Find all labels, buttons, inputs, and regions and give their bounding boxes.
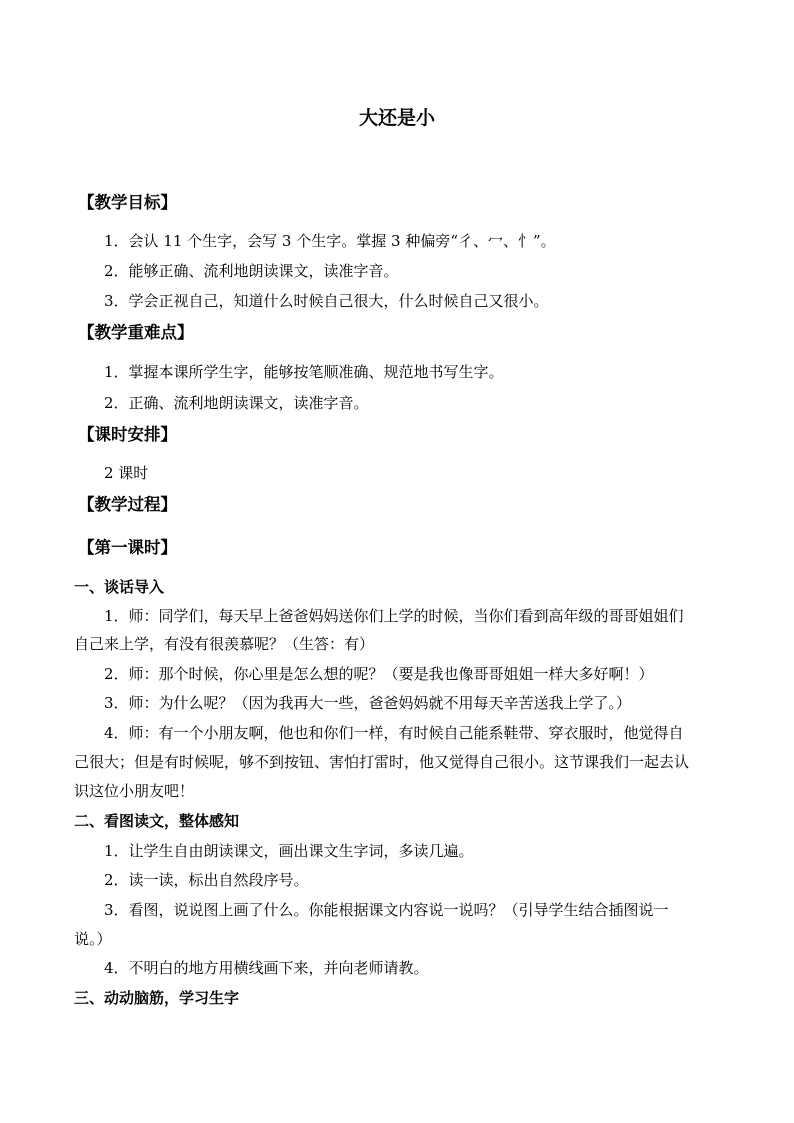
section-heading: 三、动动脑筋，学习生字 xyxy=(74,989,240,1007)
section-heading: 一、谈话导入 xyxy=(74,578,165,596)
paragraph: 1．让学生自由朗读课文，画出课文生字词，多读几遍。 xyxy=(104,842,474,860)
paragraph: 2．师：那个时候，你心里是怎么想的呢？（要是我也像哥哥姐姐一样大多好啊！） xyxy=(104,665,654,683)
paragraph: 2．正确、流利地朗读课文，读准字音。 xyxy=(104,394,369,412)
paragraph: 2．能够正确、流利地朗读课文，读准字音。 xyxy=(104,262,399,280)
page-title: 大还是小 xyxy=(358,107,435,129)
paragraph-continued: 自己来上学，有没有很羡慕呢？（生答：有） xyxy=(74,635,375,653)
paragraph-continued: 说。） xyxy=(74,930,112,948)
paragraph: 4．不明白的地方用横线画下来，并向老师请教。 xyxy=(104,959,429,977)
paragraph: 3．学会正视自己，知道什么时候自己很大，什么时候自己又很小。 xyxy=(104,292,549,310)
paragraph: 4．师：有一个小朋友啊，他也和你们一样，有时候自己能系鞋带、穿衣服时，他觉得自 xyxy=(104,724,684,742)
section-heading: 二、看图读文，整体感知 xyxy=(74,812,240,830)
paragraph: 1．会认 11 个生字，会写 3 个生字。掌握 3 种偏旁“彳、冖、忄”。 xyxy=(104,232,556,250)
paragraph: 2 课时 xyxy=(104,464,149,482)
heading-schedule: 【课时安排】 xyxy=(78,425,177,444)
heading-first-lesson: 【第一课时】 xyxy=(78,538,177,557)
paragraph-continued: 识这位小朋友吧！ xyxy=(74,782,195,800)
paragraph: 2．读一读，标出自然段序号。 xyxy=(104,871,309,889)
paragraph: 3．看图，说说图上画了什么。你能根据课文内容说一说吗？（引导学生结合插图说一 xyxy=(104,901,669,919)
heading-process: 【教学过程】 xyxy=(78,495,177,514)
paragraph: 1．师：同学们，每天早上爸爸妈妈送你们上学的时候，当你们看到高年级的哥哥姐姐们 xyxy=(104,607,684,625)
heading-key-points: 【教学重难点】 xyxy=(78,323,194,342)
heading-objectives: 【教学目标】 xyxy=(78,193,177,212)
paragraph: 1．掌握本课所学生字，能够按笔顺准确、规范地书写生字。 xyxy=(104,363,504,381)
paragraph: 3．师：为什么呢？（因为我再大一些，爸爸妈妈就不用每天辛苦送我上学了。） xyxy=(104,694,632,712)
paragraph-continued: 己很大；但是有时候呢，够不到按钮、害怕打雷时，他又觉得自己很小。这节课我们一起去认 xyxy=(74,753,690,771)
